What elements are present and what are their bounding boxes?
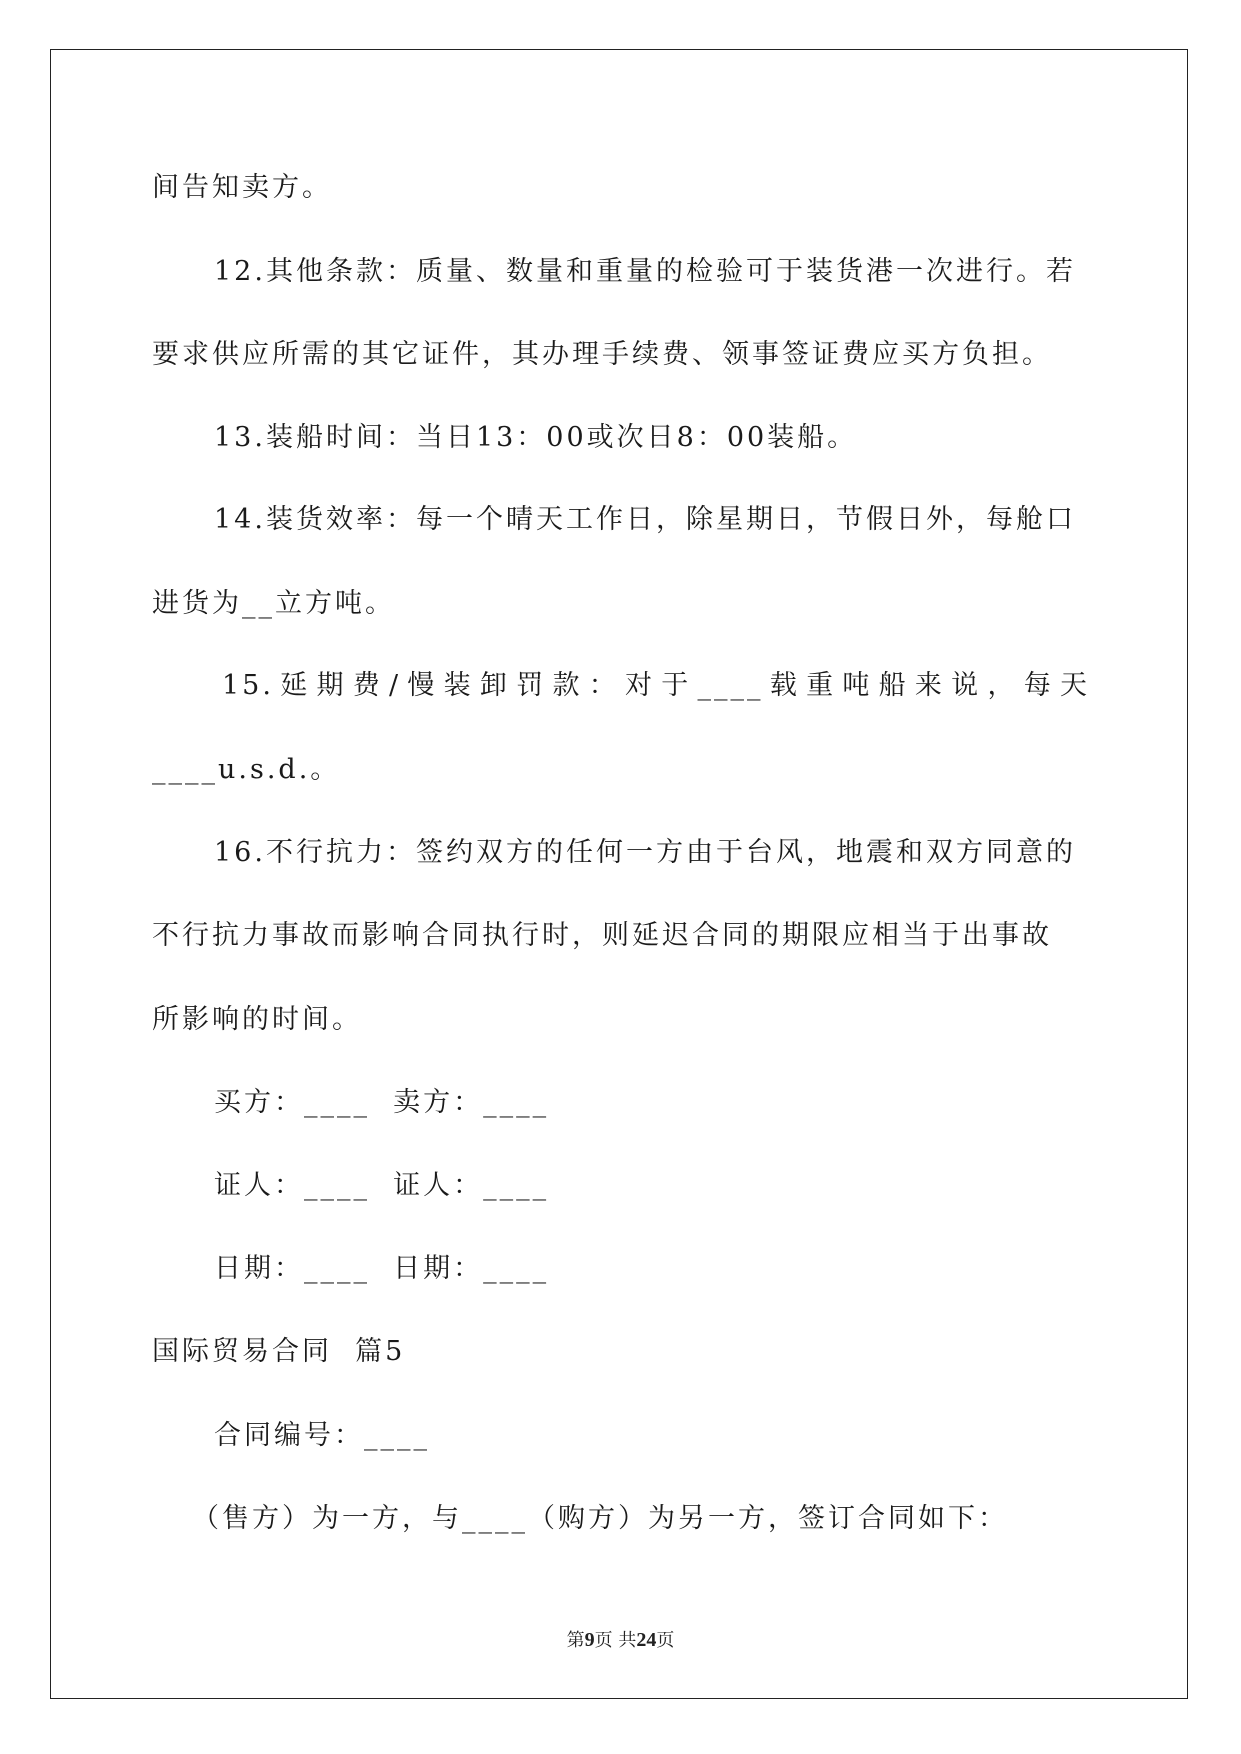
section-heading: 国际贸易合同 篇5 — [152, 1336, 406, 1367]
signature-witnesses: 证人：____ 证人：____ — [214, 1170, 550, 1201]
signature-buyer-seller: 买方：____ 卖方：____ — [214, 1087, 550, 1118]
clause-16-line-3: 所影响的时间。 — [152, 1004, 362, 1035]
clause-15-line-2: ____u.s.d.。 — [152, 754, 341, 785]
contract-intro: （售方）为一方，与____（购方）为另一方，签订合同如下： — [192, 1503, 1008, 1534]
total-page-count: 24 — [636, 1629, 657, 1651]
clause-12-line-1: 12.其他条款：质量、数量和重量的检验可于装货港一次进行。若 — [214, 256, 1076, 287]
footer-suffix: 页 — [656, 1630, 675, 1651]
footer-mid: 页 共 — [594, 1630, 637, 1651]
clause-15-line-1: 15.延期费/慢装卸罚款：对于____载重吨船来说，每天 — [222, 670, 1090, 701]
clause-13: 13.装船时间：当日13：00或次日8：00装船。 — [214, 422, 858, 453]
clause-14-line-2: 进货为__立方吨。 — [152, 588, 395, 619]
current-page-number: 9 — [584, 1629, 595, 1651]
page-footer — [0, 1626, 1241, 1652]
clause-12-line-2: 要求供应所需的其它证件，其办理手续费、领事签证费应买方负担。 — [152, 339, 1052, 370]
contract-number: 合同编号：____ — [214, 1420, 430, 1451]
clause-16-line-1: 16.不行抗力：签约双方的任何一方由于台风，地震和双方同意的 — [214, 837, 1076, 868]
footer-prefix: 第 — [566, 1630, 585, 1651]
clause-16-line-2: 不行抗力事故而影响合同执行时，则延迟合同的期限应相当于出事故 — [152, 920, 1052, 951]
paragraph-line: 间告知卖方。 — [152, 172, 332, 203]
clause-14-line-1: 14.装货效率：每一个晴天工作日，除星期日，节假日外，每舱口 — [214, 504, 1076, 535]
signature-dates: 日期：____ 日期：____ — [214, 1253, 550, 1284]
